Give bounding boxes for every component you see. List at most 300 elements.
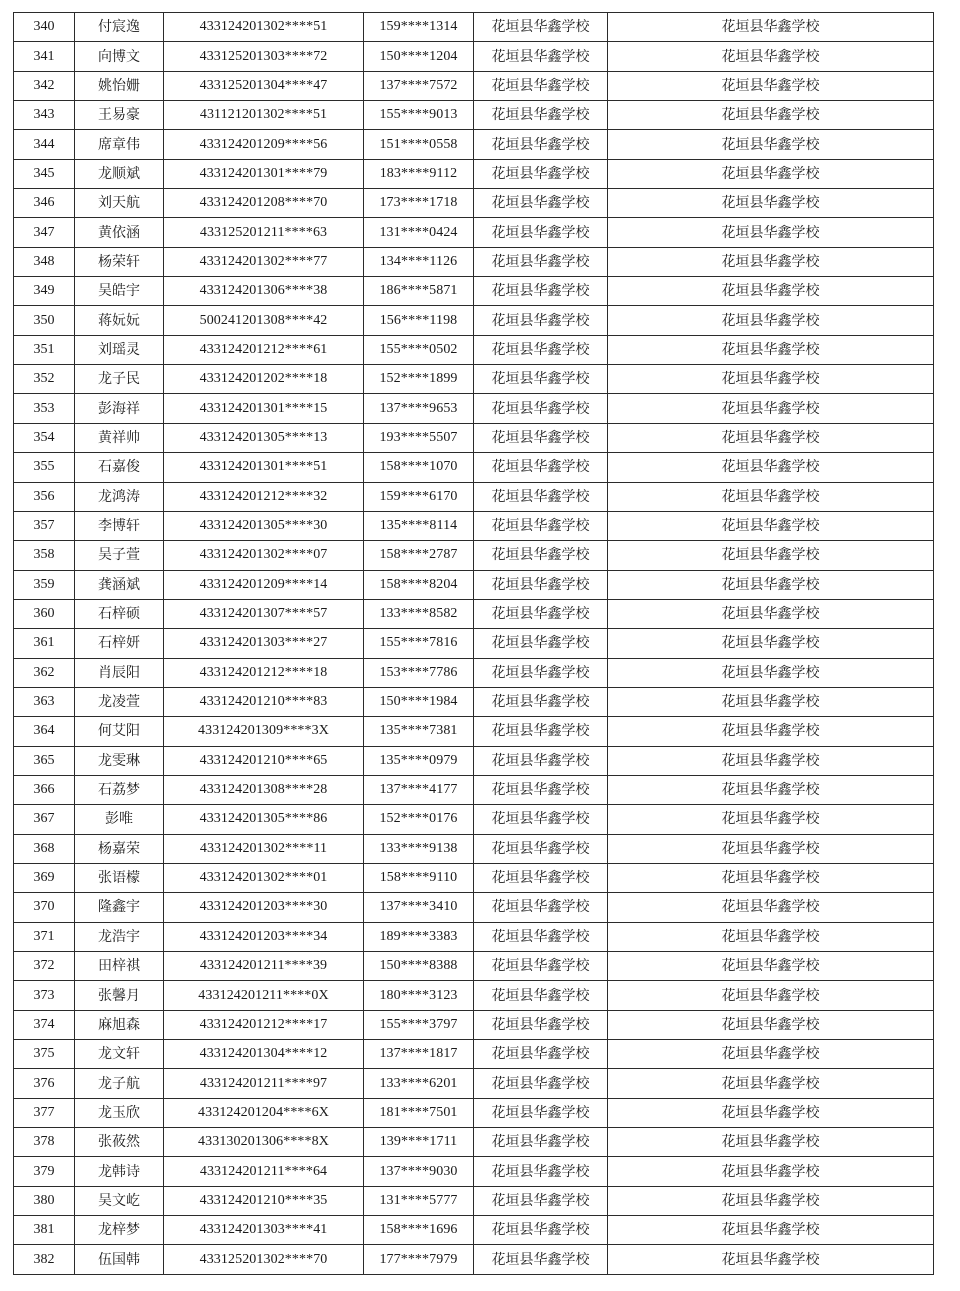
assigned-school: 花垣县华鑫学校	[608, 306, 934, 335]
school-name: 花垣县华鑫学校	[474, 1157, 608, 1186]
row-number: 378	[14, 1128, 75, 1157]
row-number: 360	[14, 599, 75, 628]
row-number: 349	[14, 277, 75, 306]
school-name: 花垣县华鑫学校	[474, 247, 608, 276]
table-row	[14, 981, 934, 1010]
assigned-school: 花垣县华鑫学校	[608, 423, 934, 452]
student-name: 龚涵斌	[75, 570, 164, 599]
row-number: 379	[14, 1157, 75, 1186]
id-number: 433124201303****41	[164, 1216, 364, 1245]
assigned-school: 花垣县华鑫学校	[608, 805, 934, 834]
student-name: 石梓硕	[75, 599, 164, 628]
id-number: 433124201301****79	[164, 159, 364, 188]
school-name: 花垣县华鑫学校	[474, 570, 608, 599]
assigned-school: 花垣县华鑫学校	[608, 101, 934, 130]
assigned-school: 花垣县华鑫学校	[608, 42, 934, 71]
row-number: 343	[14, 101, 75, 130]
assigned-school: 花垣县华鑫学校	[608, 1040, 934, 1069]
phone-number: 137****9653	[364, 394, 474, 423]
phone-number: 139****1711	[364, 1128, 474, 1157]
assigned-school: 花垣县华鑫学校	[608, 218, 934, 247]
school-name: 花垣县华鑫学校	[474, 306, 608, 335]
school-name: 花垣县华鑫学校	[474, 13, 608, 42]
assigned-school: 花垣县华鑫学校	[608, 71, 934, 100]
row-number: 382	[14, 1245, 75, 1274]
school-name: 花垣县华鑫学校	[474, 365, 608, 394]
table-row	[14, 101, 934, 130]
school-name: 花垣县华鑫学校	[474, 922, 608, 951]
row-number: 355	[14, 453, 75, 482]
table-row	[14, 247, 934, 276]
row-number: 340	[14, 13, 75, 42]
id-number: 433124201303****27	[164, 629, 364, 658]
row-number: 377	[14, 1098, 75, 1127]
student-name: 石嘉俊	[75, 453, 164, 482]
student-name: 蒋妧妧	[75, 306, 164, 335]
row-number: 369	[14, 863, 75, 892]
phone-number: 131****0424	[364, 218, 474, 247]
student-name: 龙玉欣	[75, 1098, 164, 1127]
phone-number: 150****1984	[364, 687, 474, 716]
table-row	[14, 1069, 934, 1098]
student-name: 王易豪	[75, 101, 164, 130]
student-name: 田梓祺	[75, 952, 164, 981]
id-number: 433124201211****39	[164, 952, 364, 981]
phone-number: 152****0176	[364, 805, 474, 834]
assigned-school: 花垣县华鑫学校	[608, 893, 934, 922]
phone-number: 186****5871	[364, 277, 474, 306]
phone-number: 158****2787	[364, 541, 474, 570]
row-number: 358	[14, 541, 75, 570]
school-name: 花垣县华鑫学校	[474, 834, 608, 863]
phone-number: 150****8388	[364, 952, 474, 981]
row-number: 366	[14, 775, 75, 804]
row-number: 381	[14, 1216, 75, 1245]
school-name: 花垣县华鑫学校	[474, 775, 608, 804]
id-number: 433124201302****07	[164, 541, 364, 570]
table-row	[14, 952, 934, 981]
assigned-school: 花垣县华鑫学校	[608, 1128, 934, 1157]
school-name: 花垣县华鑫学校	[474, 687, 608, 716]
table-row	[14, 893, 934, 922]
id-number: 433124201305****30	[164, 511, 364, 540]
row-number: 353	[14, 394, 75, 423]
id-number: 433124201211****0X	[164, 981, 364, 1010]
row-number: 359	[14, 570, 75, 599]
student-name: 龙文轩	[75, 1040, 164, 1069]
id-number: 433124201203****30	[164, 893, 364, 922]
table-row	[14, 335, 934, 364]
assigned-school: 花垣县华鑫学校	[608, 541, 934, 570]
school-name: 花垣县华鑫学校	[474, 541, 608, 570]
id-number: 433125201303****72	[164, 42, 364, 71]
table-row	[14, 717, 934, 746]
assigned-school: 花垣县华鑫学校	[608, 746, 934, 775]
assigned-school: 花垣县华鑫学校	[608, 1157, 934, 1186]
school-name: 花垣县华鑫学校	[474, 746, 608, 775]
school-name: 花垣县华鑫学校	[474, 159, 608, 188]
phone-number: 150****1204	[364, 42, 474, 71]
table-row	[14, 511, 934, 540]
student-name: 龙子民	[75, 365, 164, 394]
student-name: 石梓妍	[75, 629, 164, 658]
table-row	[14, 805, 934, 834]
student-name: 何艾阳	[75, 717, 164, 746]
school-name: 花垣县华鑫学校	[474, 1245, 608, 1274]
id-number: 433124201212****32	[164, 482, 364, 511]
school-name: 花垣县华鑫学校	[474, 71, 608, 100]
table-row	[14, 687, 934, 716]
table-row	[14, 599, 934, 628]
id-number: 433124201305****13	[164, 423, 364, 452]
table-row	[14, 1040, 934, 1069]
phone-number: 135****0979	[364, 746, 474, 775]
row-number: 367	[14, 805, 75, 834]
row-number: 361	[14, 629, 75, 658]
student-name: 黄依涵	[75, 218, 164, 247]
row-number: 345	[14, 159, 75, 188]
school-name: 花垣县华鑫学校	[474, 1216, 608, 1245]
id-number: 433124201211****97	[164, 1069, 364, 1098]
id-number: 433124201208****70	[164, 189, 364, 218]
row-number: 375	[14, 1040, 75, 1069]
student-name: 姚怡姗	[75, 71, 164, 100]
id-number: 433124201203****34	[164, 922, 364, 951]
assigned-school: 花垣县华鑫学校	[608, 629, 934, 658]
table-row	[14, 159, 934, 188]
table-row	[14, 1216, 934, 1245]
row-number: 350	[14, 306, 75, 335]
id-number: 433124201301****51	[164, 453, 364, 482]
assigned-school: 花垣县华鑫学校	[608, 717, 934, 746]
phone-number: 137****9030	[364, 1157, 474, 1186]
school-name: 花垣县华鑫学校	[474, 394, 608, 423]
student-name: 黄祥帅	[75, 423, 164, 452]
student-name: 席章伟	[75, 130, 164, 159]
table-row	[14, 365, 934, 394]
row-number: 364	[14, 717, 75, 746]
school-name: 花垣县华鑫学校	[474, 981, 608, 1010]
phone-number: 133****8582	[364, 599, 474, 628]
phone-number: 155****3797	[364, 1010, 474, 1039]
assigned-school: 花垣县华鑫学校	[608, 511, 934, 540]
assigned-school: 花垣县华鑫学校	[608, 394, 934, 423]
id-number: 433124201302****77	[164, 247, 364, 276]
row-number: 341	[14, 42, 75, 71]
school-name: 花垣县华鑫学校	[474, 1010, 608, 1039]
school-name: 花垣县华鑫学校	[474, 599, 608, 628]
id-number: 433124201307****57	[164, 599, 364, 628]
row-number: 363	[14, 687, 75, 716]
assigned-school: 花垣县华鑫学校	[608, 570, 934, 599]
row-number: 346	[14, 189, 75, 218]
phone-number: 193****5507	[364, 423, 474, 452]
student-name: 杨荣轩	[75, 247, 164, 276]
student-name: 吴皓宇	[75, 277, 164, 306]
phone-number: 135****8114	[364, 511, 474, 540]
assigned-school: 花垣县华鑫学校	[608, 1010, 934, 1039]
assigned-school: 花垣县华鑫学校	[608, 159, 934, 188]
id-number: 433124201212****61	[164, 335, 364, 364]
row-number: 374	[14, 1010, 75, 1039]
school-name: 花垣县华鑫学校	[474, 863, 608, 892]
assigned-school: 花垣县华鑫学校	[608, 453, 934, 482]
student-name: 龙鸿涛	[75, 482, 164, 511]
school-name: 花垣县华鑫学校	[474, 189, 608, 218]
table-row	[14, 13, 934, 42]
assigned-school: 花垣县华鑫学校	[608, 1216, 934, 1245]
assigned-school: 花垣县华鑫学校	[608, 981, 934, 1010]
row-number: 365	[14, 746, 75, 775]
school-name: 花垣县华鑫学校	[474, 893, 608, 922]
row-number: 344	[14, 130, 75, 159]
table-row	[14, 1245, 934, 1274]
table-row	[14, 1186, 934, 1215]
id-number: 431121201302****51	[164, 101, 364, 130]
id-number: 433124201302****11	[164, 834, 364, 863]
phone-number: 155****0502	[364, 335, 474, 364]
student-name: 龙梓梦	[75, 1216, 164, 1245]
assigned-school: 花垣县华鑫学校	[608, 834, 934, 863]
school-name: 花垣县华鑫学校	[474, 42, 608, 71]
table-row	[14, 71, 934, 100]
school-name: 花垣县华鑫学校	[474, 805, 608, 834]
student-name: 刘天航	[75, 189, 164, 218]
school-name: 花垣县华鑫学校	[474, 1128, 608, 1157]
assigned-school: 花垣县华鑫学校	[608, 863, 934, 892]
table-row	[14, 394, 934, 423]
id-number: 433124201211****64	[164, 1157, 364, 1186]
table-row	[14, 453, 934, 482]
assigned-school: 花垣县华鑫学校	[608, 1098, 934, 1127]
phone-number: 135****7381	[364, 717, 474, 746]
id-number: 433124201301****15	[164, 394, 364, 423]
student-name: 刘瑶灵	[75, 335, 164, 364]
phone-number: 183****9112	[364, 159, 474, 188]
id-number: 433124201308****28	[164, 775, 364, 804]
phone-number: 159****6170	[364, 482, 474, 511]
id-number: 500241201308****42	[164, 306, 364, 335]
phone-number: 181****7501	[364, 1098, 474, 1127]
phone-number: 137****1817	[364, 1040, 474, 1069]
phone-number: 180****3123	[364, 981, 474, 1010]
student-name: 吴子萱	[75, 541, 164, 570]
id-number: 433124201309****3X	[164, 717, 364, 746]
student-name: 张语檬	[75, 863, 164, 892]
id-number: 433124201305****86	[164, 805, 364, 834]
school-name: 花垣县华鑫学校	[474, 511, 608, 540]
assigned-school: 花垣县华鑫学校	[608, 1186, 934, 1215]
table-row	[14, 834, 934, 863]
table-row	[14, 570, 934, 599]
table-row	[14, 922, 934, 951]
table-row	[14, 746, 934, 775]
table-row	[14, 1098, 934, 1127]
id-number: 433124201210****35	[164, 1186, 364, 1215]
table-row	[14, 863, 934, 892]
student-name: 付宸逸	[75, 13, 164, 42]
assigned-school: 花垣县华鑫学校	[608, 277, 934, 306]
school-name: 花垣县华鑫学校	[474, 1069, 608, 1098]
assigned-school: 花垣县华鑫学校	[608, 1245, 934, 1274]
student-name: 杨嘉荣	[75, 834, 164, 863]
assigned-school: 花垣县华鑫学校	[608, 1069, 934, 1098]
id-number: 433124201212****18	[164, 658, 364, 687]
id-number: 433130201306****8X	[164, 1128, 364, 1157]
row-number: 342	[14, 71, 75, 100]
assigned-school: 花垣县华鑫学校	[608, 13, 934, 42]
phone-number: 137****4177	[364, 775, 474, 804]
assigned-school: 花垣县华鑫学校	[608, 599, 934, 628]
assigned-school: 花垣县华鑫学校	[608, 365, 934, 394]
row-number: 362	[14, 658, 75, 687]
id-number: 433125201211****63	[164, 218, 364, 247]
student-name: 龙凌萱	[75, 687, 164, 716]
phone-number: 134****1126	[364, 247, 474, 276]
phone-number: 158****1070	[364, 453, 474, 482]
assigned-school: 花垣县华鑫学校	[608, 922, 934, 951]
student-name: 麻旭森	[75, 1010, 164, 1039]
assigned-school: 花垣县华鑫学校	[608, 482, 934, 511]
student-name: 石荔梦	[75, 775, 164, 804]
phone-number: 137****3410	[364, 893, 474, 922]
id-number: 433124201202****18	[164, 365, 364, 394]
phone-number: 152****1899	[364, 365, 474, 394]
student-name: 龙子航	[75, 1069, 164, 1098]
student-table	[13, 12, 934, 1275]
id-number: 433124201212****17	[164, 1010, 364, 1039]
row-number: 368	[14, 834, 75, 863]
row-number: 352	[14, 365, 75, 394]
school-name: 花垣县华鑫学校	[474, 1186, 608, 1215]
phone-number: 158****9110	[364, 863, 474, 892]
table-row	[14, 482, 934, 511]
school-name: 花垣县华鑫学校	[474, 453, 608, 482]
row-number: 373	[14, 981, 75, 1010]
id-number: 433124201302****51	[164, 13, 364, 42]
row-number: 357	[14, 511, 75, 540]
student-name: 李博轩	[75, 511, 164, 540]
row-number: 372	[14, 952, 75, 981]
student-name: 伍国韩	[75, 1245, 164, 1274]
assigned-school: 花垣县华鑫学校	[608, 687, 934, 716]
id-number: 433124201210****65	[164, 746, 364, 775]
phone-number: 155****9013	[364, 101, 474, 130]
phone-number: 133****9138	[364, 834, 474, 863]
table-row	[14, 1010, 934, 1039]
table-row	[14, 189, 934, 218]
id-number: 433124201209****14	[164, 570, 364, 599]
table-row	[14, 218, 934, 247]
assigned-school: 花垣县华鑫学校	[608, 189, 934, 218]
student-name: 龙浩宇	[75, 922, 164, 951]
assigned-school: 花垣县华鑫学校	[608, 775, 934, 804]
assigned-school: 花垣县华鑫学校	[608, 952, 934, 981]
id-number: 433124201304****12	[164, 1040, 364, 1069]
id-number: 433124201210****83	[164, 687, 364, 716]
phone-number: 189****3383	[364, 922, 474, 951]
school-name: 花垣县华鑫学校	[474, 335, 608, 364]
student-name: 张馨月	[75, 981, 164, 1010]
school-name: 花垣县华鑫学校	[474, 130, 608, 159]
school-name: 花垣县华鑫学校	[474, 482, 608, 511]
table-row	[14, 541, 934, 570]
table-row	[14, 1157, 934, 1186]
school-name: 花垣县华鑫学校	[474, 629, 608, 658]
table-row	[14, 629, 934, 658]
table-row	[14, 775, 934, 804]
school-name: 花垣县华鑫学校	[474, 218, 608, 247]
id-number: 433124201204****6X	[164, 1098, 364, 1127]
table-row	[14, 423, 934, 452]
phone-number: 158****1696	[364, 1216, 474, 1245]
table-row	[14, 658, 934, 687]
table-row	[14, 130, 934, 159]
student-name: 吴文屹	[75, 1186, 164, 1215]
table-row	[14, 42, 934, 71]
student-name: 龙韩诗	[75, 1157, 164, 1186]
phone-number: 155****7816	[364, 629, 474, 658]
phone-number: 177****7979	[364, 1245, 474, 1274]
phone-number: 133****6201	[364, 1069, 474, 1098]
school-name: 花垣县华鑫学校	[474, 101, 608, 130]
phone-number: 131****5777	[364, 1186, 474, 1215]
table-row	[14, 277, 934, 306]
id-number: 433124201209****56	[164, 130, 364, 159]
school-name: 花垣县华鑫学校	[474, 423, 608, 452]
school-name: 花垣县华鑫学校	[474, 952, 608, 981]
row-number: 371	[14, 922, 75, 951]
student-name: 张莜然	[75, 1128, 164, 1157]
assigned-school: 花垣县华鑫学校	[608, 658, 934, 687]
phone-number: 156****1198	[364, 306, 474, 335]
table-row	[14, 1128, 934, 1157]
phone-number: 137****7572	[364, 71, 474, 100]
student-name: 彭海祥	[75, 394, 164, 423]
row-number: 380	[14, 1186, 75, 1215]
assigned-school: 花垣县华鑫学校	[608, 130, 934, 159]
student-name: 龙顺斌	[75, 159, 164, 188]
id-number: 433125201302****70	[164, 1245, 364, 1274]
id-number: 433125201304****47	[164, 71, 364, 100]
id-number: 433124201306****38	[164, 277, 364, 306]
row-number: 356	[14, 482, 75, 511]
assigned-school: 花垣县华鑫学校	[608, 335, 934, 364]
student-name: 彭唯	[75, 805, 164, 834]
row-number: 348	[14, 247, 75, 276]
phone-number: 158****8204	[364, 570, 474, 599]
school-name: 花垣县华鑫学校	[474, 1040, 608, 1069]
row-number: 351	[14, 335, 75, 364]
school-name: 花垣县华鑫学校	[474, 658, 608, 687]
student-name: 龙雯琳	[75, 746, 164, 775]
row-number: 347	[14, 218, 75, 247]
id-number: 433124201302****01	[164, 863, 364, 892]
phone-number: 173****1718	[364, 189, 474, 218]
student-name: 隆鑫宇	[75, 893, 164, 922]
student-name: 肖辰阳	[75, 658, 164, 687]
row-number: 376	[14, 1069, 75, 1098]
assigned-school: 花垣县华鑫学校	[608, 247, 934, 276]
row-number: 354	[14, 423, 75, 452]
school-name: 花垣县华鑫学校	[474, 717, 608, 746]
student-name: 向博文	[75, 42, 164, 71]
table-row	[14, 306, 934, 335]
row-number: 370	[14, 893, 75, 922]
phone-number: 151****0558	[364, 130, 474, 159]
school-name: 花垣县华鑫学校	[474, 1098, 608, 1127]
phone-number: 159****1314	[364, 13, 474, 42]
